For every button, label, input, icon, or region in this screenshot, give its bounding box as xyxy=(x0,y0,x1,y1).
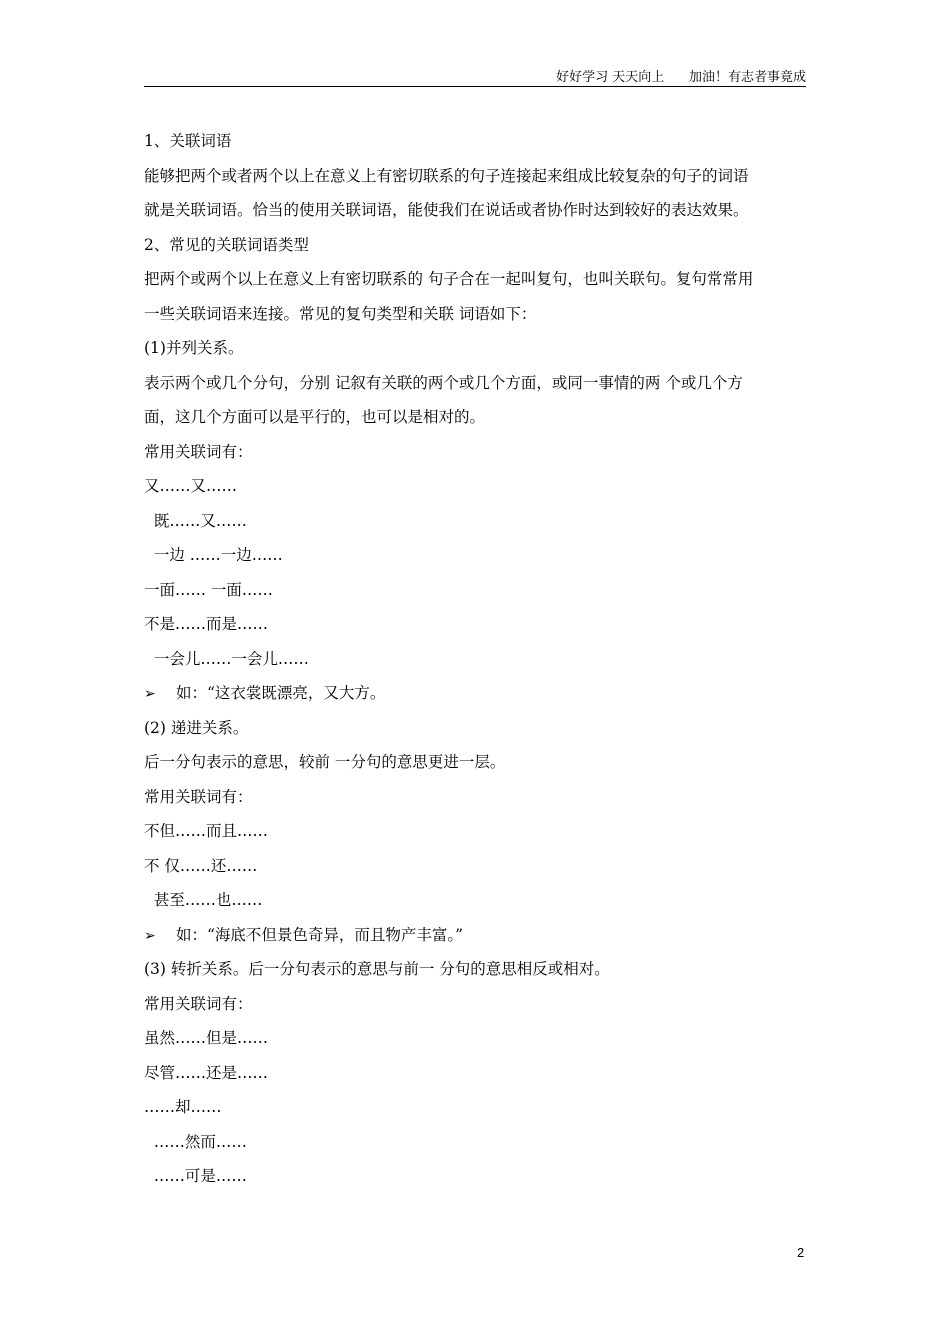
text-line: ……然而…… xyxy=(144,1132,247,1151)
text-line: 就是关联词语。恰当的使用关联词语，能使我们在说话或者协作时达到较好的表达效果。 xyxy=(144,201,749,219)
page-header xyxy=(144,64,806,87)
text-line: 后一分句表示的意思，较前 一分句的意思更进一层。 xyxy=(144,753,506,771)
example-bullet-line: ➢ 如：“这衣裳既漂亮，又大方。 xyxy=(144,676,808,711)
text-line: (3) 转折关系。后一分句表示的意思与前一 分句的意思相反或相对。 xyxy=(144,960,610,978)
header-text: 好好学习 天天向上 加油！有志者事竟成 xyxy=(556,70,806,85)
text-line: 面，这几个方面可以是平行的，也可以是相对的。 xyxy=(144,408,486,426)
document-body xyxy=(144,124,808,1194)
text-line: 常用关联词有： xyxy=(144,442,253,461)
text-line: 甚至……也…… xyxy=(144,891,263,909)
text-line: 一会儿……一会儿…… xyxy=(144,649,309,668)
text-line: 1、关联词语 xyxy=(144,132,232,150)
text-line: 尽管……还是…… xyxy=(144,1063,269,1082)
text-line: 不但……而且…… xyxy=(144,822,269,840)
text-line: ……可是…… xyxy=(144,1167,247,1185)
example-bullet-line: ➢ 如：“海底不但景色奇异，而且物产丰富。” xyxy=(144,918,808,953)
text-line: 不 仅……还…… xyxy=(144,856,258,875)
text-line: 能够把两个或者两个以上在意义上有密切联系的句子连接起来组成比较复杂的句子的词语 xyxy=(144,166,749,185)
text-line: 一边 ……一边…… xyxy=(144,546,283,564)
text-line: 一面…… 一面…… xyxy=(144,580,273,599)
text-line: (1)并列关系。 xyxy=(144,339,244,357)
text-line: 表示两个或几个分句，分别 记叙有关联的两个或几个方面，或同一事情的两 个或几个方 xyxy=(144,373,743,392)
text-line: 又……又…… xyxy=(144,477,238,495)
text-line: 不是……而是…… xyxy=(144,615,269,633)
text-line: 常用关联词有： xyxy=(144,994,253,1013)
text-line: ……却…… xyxy=(144,1098,222,1116)
text-line: 常用关联词有： xyxy=(144,787,253,806)
text-line: (2) 递进关系。 xyxy=(144,718,249,737)
page-number: 2 xyxy=(797,1245,805,1260)
text-line: 把两个或两个以上在意义上有密切联系的 句子合在一起叫复句，也叫关联句。复句常常用 xyxy=(144,270,754,288)
text-line: 既……又…… xyxy=(144,511,247,530)
text-line: 一些关联词语来连接。常见的复句类型和关联 词语如下： xyxy=(144,304,537,323)
text-line: 2、常见的关联词语类型 xyxy=(144,235,309,254)
text-line: 虽然……但是…… xyxy=(144,1029,269,1047)
